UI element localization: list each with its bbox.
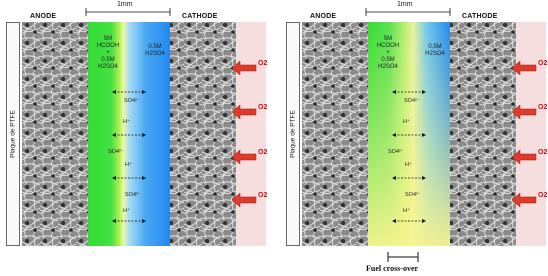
ion-proton: H⁺ — [405, 162, 412, 168]
cell-graphic-right — [284, 0, 548, 276]
o2-label: O2 — [258, 104, 268, 111]
ion-proton: H⁺ — [123, 208, 130, 214]
catholyte-label: 0,5M H2SO4 — [145, 44, 165, 57]
anode-layer — [302, 22, 368, 246]
ion-proton: H⁺ — [403, 208, 410, 214]
ion-sulfate: SO4²⁻ — [125, 192, 141, 198]
o2-label: O2 — [538, 192, 548, 199]
anode-label: ANODE — [310, 13, 337, 20]
cell-diagram-left — [4, 0, 268, 276]
crossover-bracket — [388, 252, 418, 262]
o2-label: O2 — [538, 104, 548, 111]
oxygen-side — [516, 22, 546, 246]
o2-label: O2 — [258, 149, 268, 156]
crossover-caption: Fuel cross-over — [366, 264, 419, 273]
ptfe-label: Plaque de PTFE — [9, 110, 17, 158]
ion-proton: H⁺ — [403, 119, 410, 125]
ion-sulfate: SO4²⁻ — [404, 98, 420, 104]
ion-sulfate: SO4²⁻ — [124, 98, 140, 104]
ion-sulfate: SO4²⁻ — [405, 192, 421, 198]
scale-label: 1mm — [117, 1, 133, 8]
anolyte-label: 5M HCOOH + 0,5M H2SO4 — [96, 36, 120, 70]
cathode-layer — [170, 22, 236, 246]
anolyte-label: 5M HCOOH + 0,5M H2SO4 — [376, 36, 400, 70]
cell-graphic-left — [4, 0, 268, 276]
cathode-label: CATHODE — [462, 13, 498, 20]
o2-label: O2 — [538, 60, 548, 67]
o2-label: O2 — [538, 149, 548, 156]
cathode-label: CATHODE — [182, 13, 218, 20]
cell-diagram-right — [284, 0, 548, 276]
ion-sulfate: SO4²⁻ — [108, 149, 124, 155]
cathode-layer — [450, 22, 516, 246]
ion-sulfate: SO4²⁻ — [388, 149, 404, 155]
oxygen-side — [236, 22, 266, 246]
ptfe-plate — [286, 22, 300, 246]
ptfe-plate — [6, 22, 20, 246]
ion-proton: H⁺ — [123, 119, 130, 125]
catholyte-label: 0,5M H2SO4 — [425, 44, 445, 57]
scale-label: 1mm — [397, 1, 413, 8]
ion-proton: H⁺ — [125, 162, 132, 168]
anode-label: ANODE — [30, 13, 57, 20]
anode-layer — [22, 22, 88, 246]
o2-label: O2 — [258, 60, 268, 67]
ptfe-label: Plaque de PTFE — [289, 110, 297, 158]
o2-label: O2 — [258, 192, 268, 199]
